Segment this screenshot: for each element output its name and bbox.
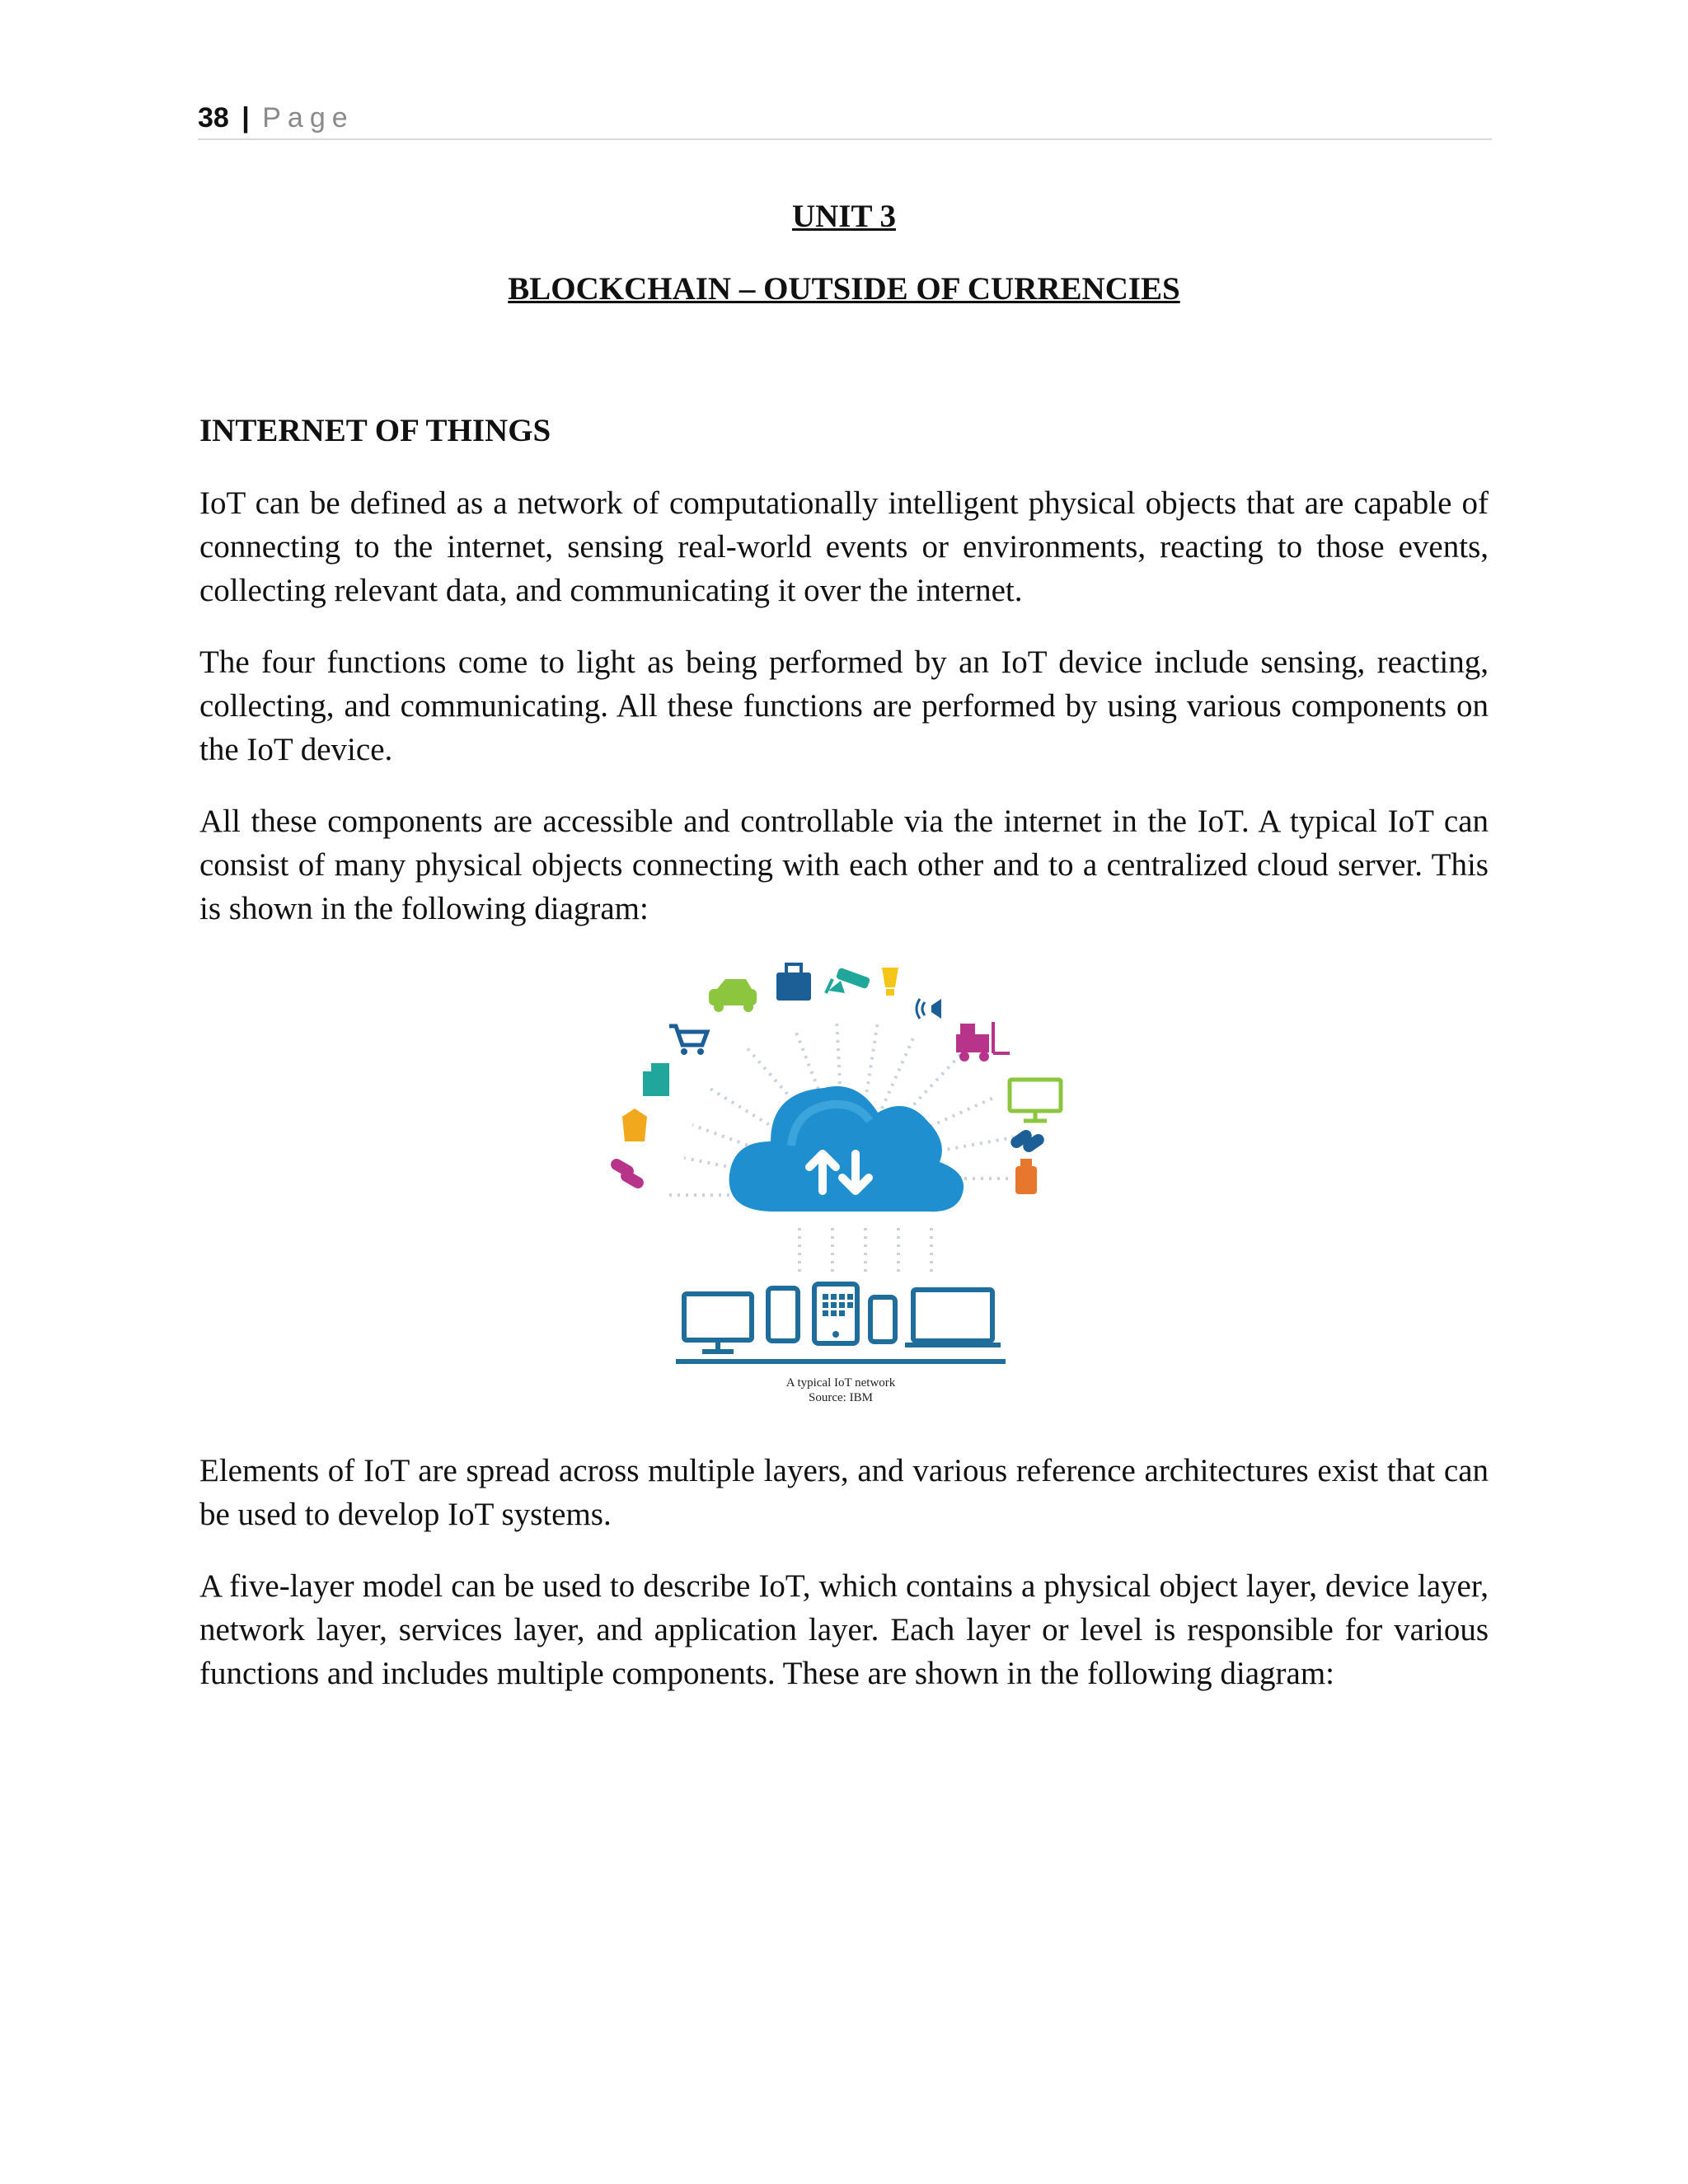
phone-icon bbox=[768, 1288, 798, 1341]
page-header bbox=[198, 97, 1492, 140]
unit-title: UNIT 3 bbox=[791, 199, 897, 234]
figure-caption: A typical IoT network bbox=[785, 1376, 896, 1390]
paragraph-iot-definition: IoT can be defined as a network of computationally intelligent physical objects that are capable of connecting to the internet, sensing real-world events or environments, reacting to those events, collecting relevant data, and communicating it over the internet. bbox=[199, 485, 1489, 608]
iot-network-diagram bbox=[593, 956, 1121, 1418]
paragraph-layers: Elements of IoT are spread across multiple layers, and various reference architectures exist that can be used to develop IoT systems. bbox=[199, 1453, 1489, 1532]
desktop-icon bbox=[684, 1294, 752, 1352]
pills-icon bbox=[1009, 1127, 1047, 1155]
bottle-icon bbox=[1015, 1159, 1037, 1194]
tablet-icon bbox=[814, 1284, 857, 1343]
paragraph-five-layer-model: A five-layer model can be used to describe IoT, which contains a physical object layer, device layer, network layer, services layer, and application layer. Each layer or level is responsible for various functions and includes multiple components. These are shown in the following diagram: bbox=[199, 1568, 1489, 1691]
page-label: Page bbox=[262, 102, 354, 134]
car-icon bbox=[709, 979, 757, 1012]
section-heading: INTERNET OF THINGS bbox=[199, 413, 551, 448]
figure-source: Source: IBM bbox=[809, 1391, 873, 1404]
cloud-icon bbox=[729, 1086, 964, 1212]
bulb-icon bbox=[882, 968, 898, 996]
phone-icon-small bbox=[870, 1297, 895, 1342]
speaker-icon bbox=[917, 999, 941, 1019]
chapter-subtitle: BLOCKCHAIN – OUTSIDE OF CURRENCIES bbox=[508, 271, 1180, 307]
paragraph-components: All these components are accessible and controllable via the internet in the IoT. A typical IoT can consist of many physical objects connecting with each other and to a centralized cloud server. This is shown in the following diagram: bbox=[199, 804, 1489, 926]
laptop-icon bbox=[905, 1290, 1001, 1345]
bag-icon bbox=[776, 964, 811, 1001]
pills-icon-left bbox=[609, 1156, 646, 1190]
kiosk-icon bbox=[643, 1063, 669, 1096]
paragraph-four-functions: The four functions come to light as being performed by an IoT device include sensing, reacting, collecting, and communicating. All these functions are performed by using various components on the IoT device. bbox=[199, 644, 1489, 767]
iot-network-figure bbox=[593, 956, 1121, 1418]
page-separator: | bbox=[241, 102, 250, 134]
camera-icon bbox=[826, 968, 870, 993]
jacket-icon bbox=[622, 1108, 647, 1141]
forklift-icon bbox=[956, 1022, 1010, 1062]
cart-icon bbox=[669, 1026, 707, 1055]
monitor-icon bbox=[1010, 1080, 1061, 1121]
page-number: 38 bbox=[198, 102, 229, 134]
